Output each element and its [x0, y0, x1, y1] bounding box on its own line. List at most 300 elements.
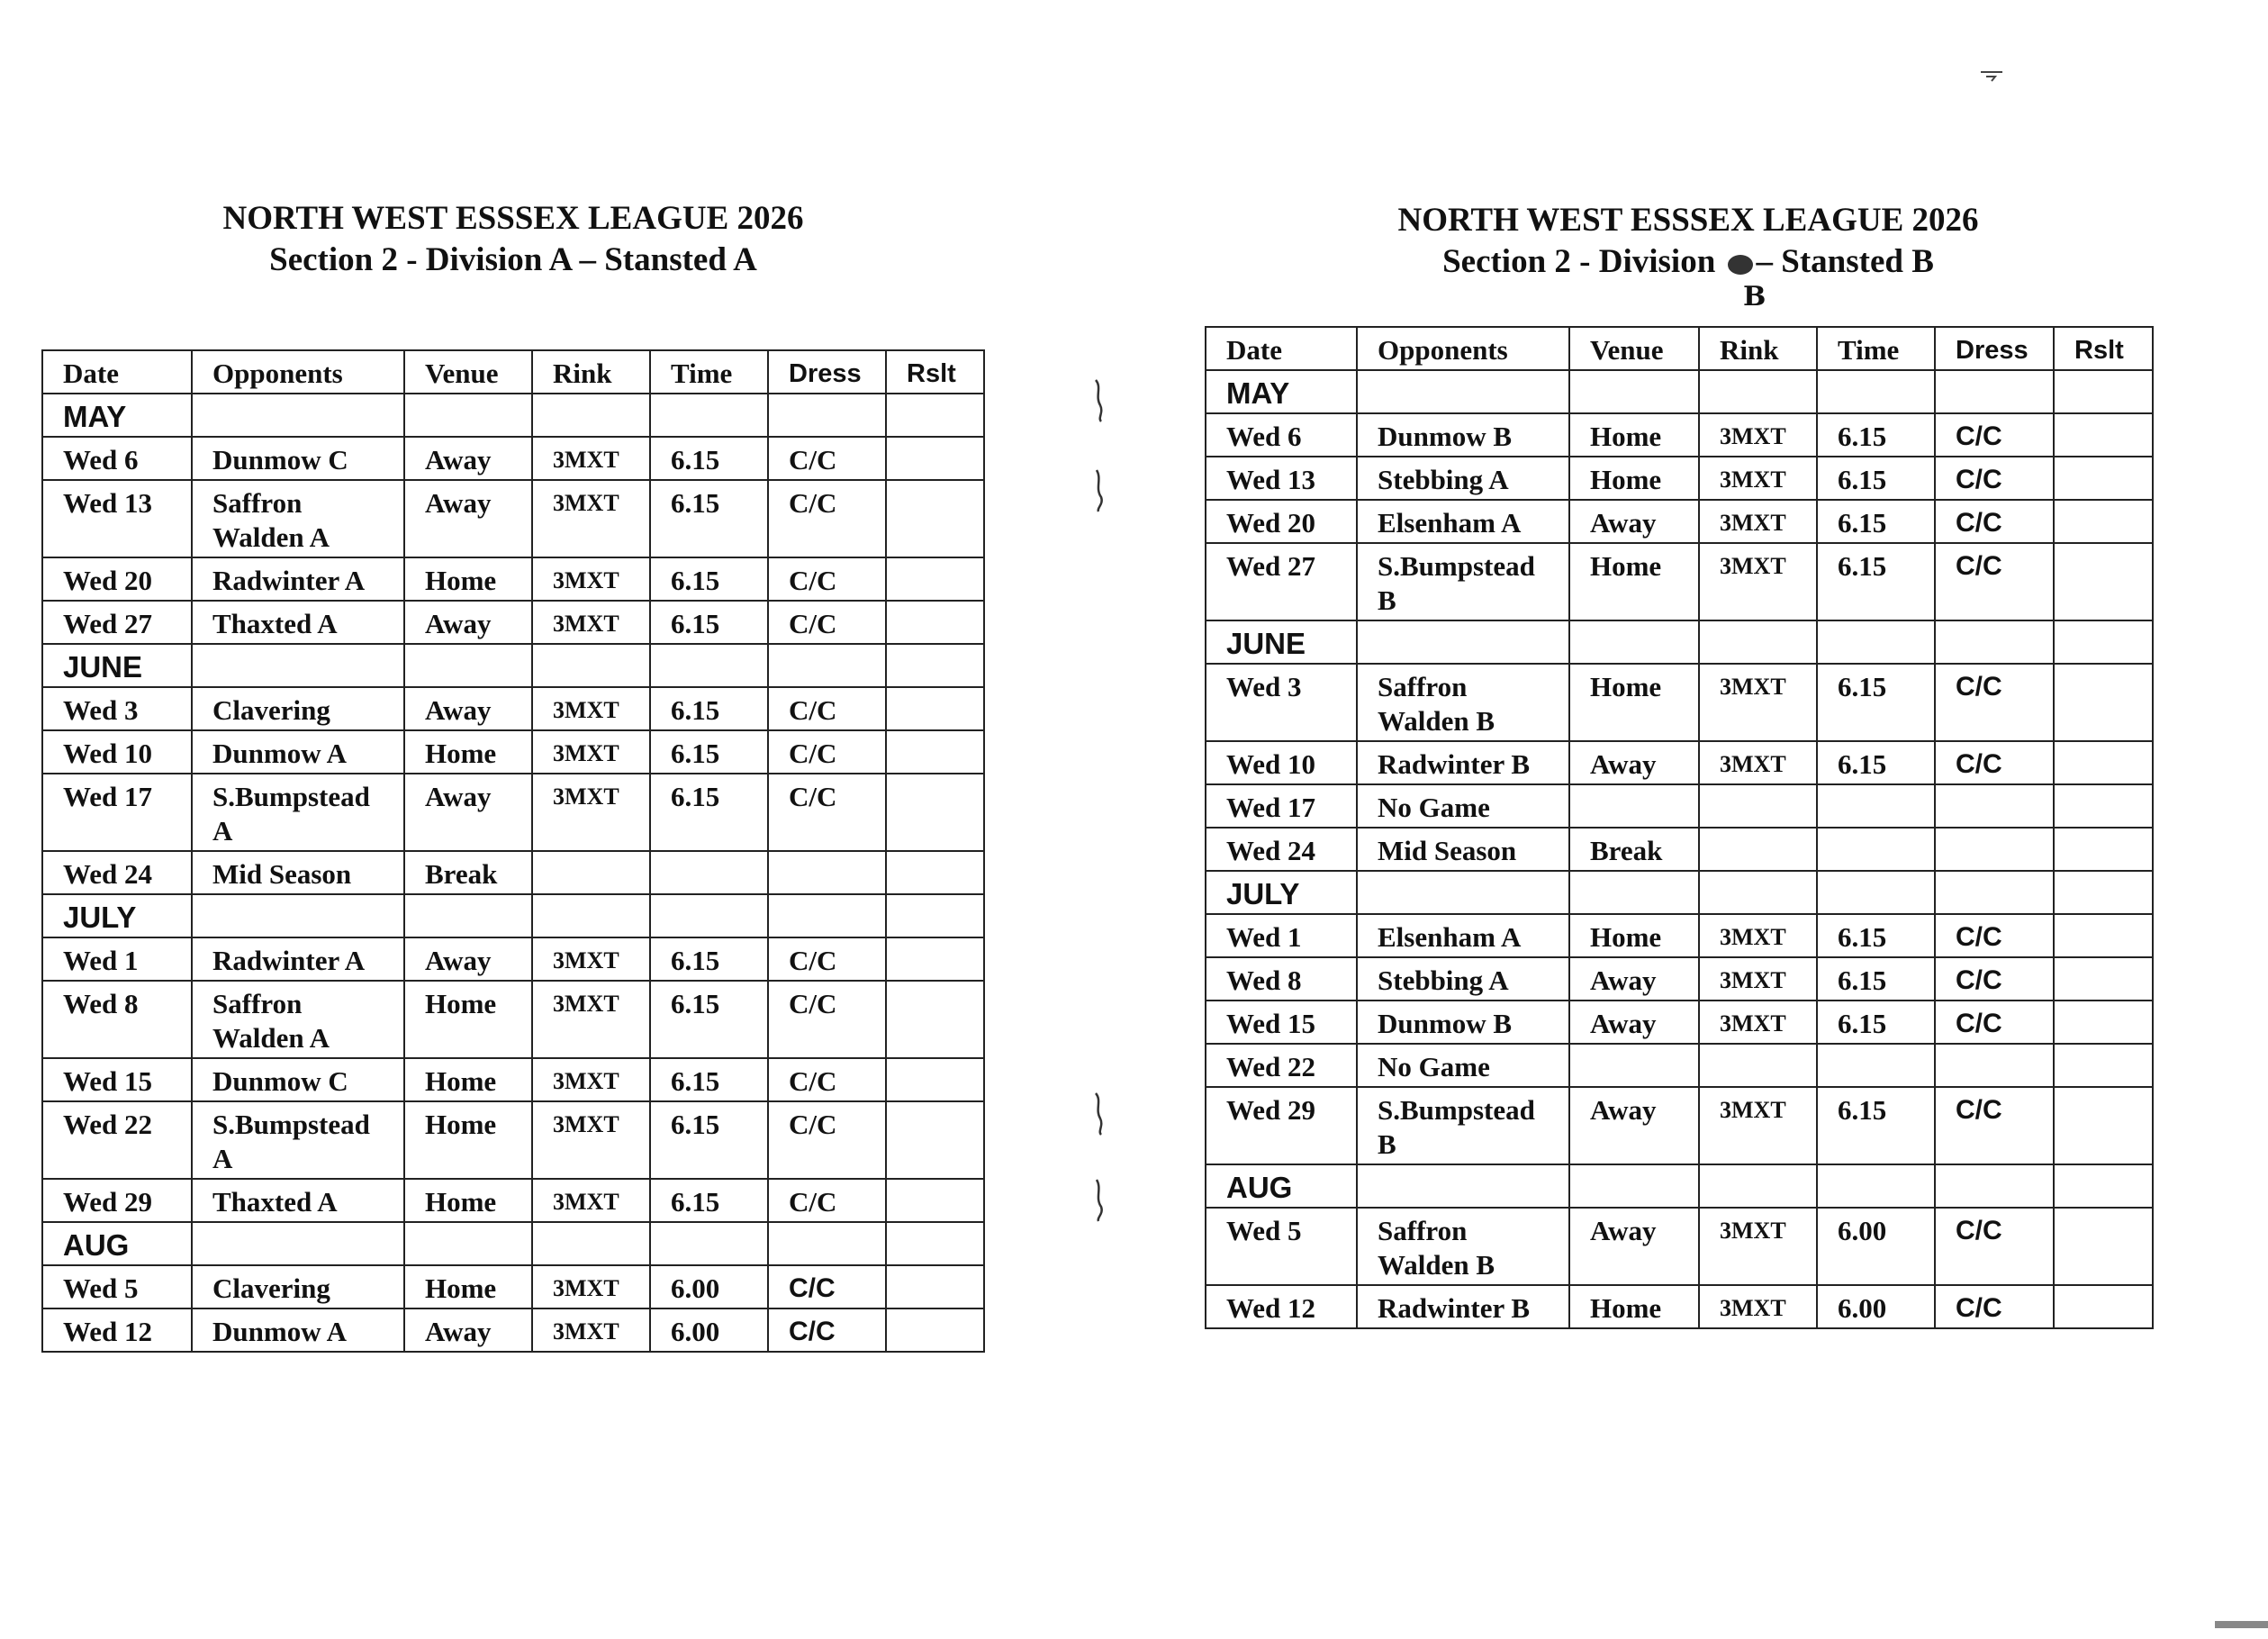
left-fixtures-table [41, 349, 985, 1353]
empty-cell [192, 394, 404, 437]
cell-date: Wed 10 [42, 730, 192, 774]
cell-opponent: Dunmow A [192, 730, 404, 774]
right-fixtures-table [1205, 326, 2154, 1329]
binder-mark-4 [1093, 1178, 1104, 1223]
empty-cell [1817, 871, 1935, 914]
fixture-row [42, 937, 984, 981]
cell-date: Wed 29 [1206, 1087, 1357, 1164]
cell-time: 6.15 [650, 1101, 768, 1179]
cell-rink: 3MXT [1699, 664, 1817, 741]
cell-time: 6.15 [650, 687, 768, 730]
cell-result [886, 937, 984, 981]
empty-cell [650, 394, 768, 437]
month-label: JUNE [1206, 620, 1357, 664]
col-header-opponents: Opponents [192, 350, 404, 394]
cell-dress: C/C [768, 1265, 886, 1308]
empty-cell [192, 1222, 404, 1265]
right-league-title: NORTH WEST ESSSEX LEAGUE 2026 [1397, 202, 1979, 239]
empty-cell [768, 1222, 886, 1265]
col-header-result: Rslt [2054, 327, 2153, 370]
empty-cell [886, 1222, 984, 1265]
cell-dress [768, 851, 886, 894]
cell-result [886, 774, 984, 851]
cell-opponent: Mid Season [1357, 828, 1569, 871]
cell-venue: Home [404, 1265, 532, 1308]
right-division-prefix: Section 2 - Division [1442, 243, 1716, 280]
cell-venue: Away [404, 480, 532, 557]
cell-opponent: Dunmow B [1357, 1001, 1569, 1044]
cell-date: Wed 13 [1206, 457, 1357, 500]
empty-cell [192, 894, 404, 937]
cell-dress: C/C [1935, 741, 2054, 784]
cell-venue [1569, 1044, 1699, 1087]
handwritten-division-correction: B [1743, 281, 1767, 312]
cell-result [2054, 741, 2153, 784]
cell-opponent: No Game [1357, 784, 1569, 828]
cell-date: Wed 5 [42, 1265, 192, 1308]
cell-result [2054, 914, 2153, 957]
cell-date: Wed 8 [1206, 957, 1357, 1001]
cell-result [886, 437, 984, 480]
fixture-row [1206, 1285, 2153, 1328]
empty-cell [886, 394, 984, 437]
fixture-row [1206, 1087, 2153, 1164]
fixture-row [42, 687, 984, 730]
fixture-row [1206, 1208, 2153, 1285]
col-header-rink: Rink [1699, 327, 1817, 370]
fixture-row [1206, 741, 2153, 784]
cell-date: Wed 5 [1206, 1208, 1357, 1285]
cell-rink [1699, 828, 1817, 871]
empty-cell [1357, 370, 1569, 413]
fixture-row [42, 851, 984, 894]
cell-opponent: Mid Season [192, 851, 404, 894]
cell-dress: C/C [1935, 1285, 2054, 1328]
fixture-row [42, 1265, 984, 1308]
fixture-row [1206, 664, 2153, 741]
cell-date: Wed 20 [42, 557, 192, 601]
cell-date: Wed 6 [42, 437, 192, 480]
cell-opponent: S.Bumpstead B [1357, 1087, 1569, 1164]
cell-result [2054, 413, 2153, 457]
fixture-row [1206, 457, 2153, 500]
cell-opponent: S.Bumpstead A [192, 1101, 404, 1179]
cell-dress: C/C [768, 981, 886, 1058]
left-header-row [42, 350, 984, 394]
fixture-row [1206, 914, 2153, 957]
cell-opponent: Dunmow A [192, 1308, 404, 1352]
cell-result [886, 981, 984, 1058]
cell-dress: C/C [768, 437, 886, 480]
fixture-row [1206, 500, 2153, 543]
cell-dress [1935, 828, 2054, 871]
cell-time: 6.00 [1817, 1208, 1935, 1285]
cell-venue: Away [404, 937, 532, 981]
col-header-date: Date [42, 350, 192, 394]
empty-cell [768, 394, 886, 437]
cell-result [886, 687, 984, 730]
empty-cell [2054, 871, 2153, 914]
cell-result [886, 601, 984, 644]
empty-cell [192, 644, 404, 687]
cell-opponent: Radwinter A [192, 937, 404, 981]
cell-dress: C/C [768, 601, 886, 644]
empty-cell [532, 1222, 650, 1265]
cell-rink: 3MXT [1699, 500, 1817, 543]
cell-dress: C/C [1935, 543, 2054, 620]
cell-venue: Break [1569, 828, 1699, 871]
empty-cell [404, 644, 532, 687]
cell-result [2054, 1044, 2153, 1087]
empty-cell [1935, 620, 2054, 664]
fixture-row [42, 437, 984, 480]
cell-venue: Home [404, 1101, 532, 1179]
empty-cell [650, 1222, 768, 1265]
col-header-date: Date [1206, 327, 1357, 370]
cell-date: Wed 24 [1206, 828, 1357, 871]
empty-cell [650, 644, 768, 687]
cell-rink: 3MXT [532, 557, 650, 601]
cell-date: Wed 17 [42, 774, 192, 851]
cell-venue: Home [1569, 914, 1699, 957]
cell-result [2054, 957, 2153, 1001]
empty-cell [886, 894, 984, 937]
cell-opponent: Elsenham A [1357, 500, 1569, 543]
right-header-row [1206, 327, 2153, 370]
cell-opponent: Dunmow B [1357, 413, 1569, 457]
cell-opponent: Clavering [192, 687, 404, 730]
empty-cell [1569, 871, 1699, 914]
fixture-row [1206, 413, 2153, 457]
cell-time: 6.15 [1817, 1001, 1935, 1044]
left-league-title: NORTH WEST ESSSEX LEAGUE 2026 [222, 200, 804, 237]
cell-time: 6.15 [1817, 664, 1935, 741]
cell-rink [1699, 1044, 1817, 1087]
cell-venue: Home [404, 1058, 532, 1101]
cell-venue [1569, 784, 1699, 828]
cell-result [2054, 1285, 2153, 1328]
empty-cell [2054, 370, 2153, 413]
cell-time: 6.15 [650, 774, 768, 851]
cell-result [886, 1179, 984, 1222]
cell-opponent: Thaxted A [192, 1179, 404, 1222]
cell-opponent: Saffron Walden A [192, 480, 404, 557]
cell-time: 6.15 [1817, 413, 1935, 457]
empty-cell [1935, 370, 2054, 413]
empty-cell [1699, 620, 1817, 664]
cell-rink: 3MXT [1699, 1001, 1817, 1044]
cell-venue: Away [404, 601, 532, 644]
cell-time: 6.15 [1817, 741, 1935, 784]
cell-dress: C/C [1935, 500, 2054, 543]
cell-dress: C/C [1935, 914, 2054, 957]
cell-date: Wed 10 [1206, 741, 1357, 784]
col-header-venue: Venue [404, 350, 532, 394]
cell-venue: Away [1569, 741, 1699, 784]
cell-date: Wed 22 [42, 1101, 192, 1179]
cell-venue: Away [1569, 1001, 1699, 1044]
cell-venue: Away [1569, 1087, 1699, 1164]
cell-result [2054, 828, 2153, 871]
fixture-row [42, 1101, 984, 1179]
empty-cell [2054, 620, 2153, 664]
empty-cell [650, 894, 768, 937]
binder-mark-2 [1093, 468, 1104, 513]
fixture-row [1206, 957, 2153, 1001]
cell-venue: Home [1569, 1285, 1699, 1328]
month-row [1206, 370, 2153, 413]
cell-venue: Home [404, 557, 532, 601]
cell-date: Wed 22 [1206, 1044, 1357, 1087]
empty-cell [1935, 871, 2054, 914]
month-label: JULY [1206, 871, 1357, 914]
cell-result [2054, 1001, 2153, 1044]
cell-dress: C/C [768, 730, 886, 774]
cell-date: Wed 15 [42, 1058, 192, 1101]
cell-opponent: Elsenham A [1357, 914, 1569, 957]
cell-dress: C/C [768, 774, 886, 851]
cell-result [2054, 500, 2153, 543]
cell-result [886, 1101, 984, 1179]
cell-dress: C/C [1935, 1208, 2054, 1285]
cell-time: 6.15 [1817, 457, 1935, 500]
cell-result [2054, 664, 2153, 741]
cell-date: Wed 1 [1206, 914, 1357, 957]
empty-cell [532, 894, 650, 937]
cell-dress [1935, 1044, 2054, 1087]
cell-opponent: No Game [1357, 1044, 1569, 1087]
cell-rink: 3MXT [532, 981, 650, 1058]
cell-venue: Home [404, 730, 532, 774]
cell-dress: C/C [1935, 413, 2054, 457]
cell-time [1817, 1044, 1935, 1087]
cell-opponent: S.Bumpstead A [192, 774, 404, 851]
cell-result [886, 480, 984, 557]
empty-cell [2054, 1164, 2153, 1208]
cell-dress: C/C [768, 1179, 886, 1222]
cell-time: 6.15 [650, 937, 768, 981]
cell-rink: 3MXT [532, 1101, 650, 1179]
cell-dress [1935, 784, 2054, 828]
cell-venue: Away [1569, 500, 1699, 543]
cell-opponent: Radwinter B [1357, 1285, 1569, 1328]
cell-date: Wed 27 [42, 601, 192, 644]
empty-cell [1817, 620, 1935, 664]
cell-result [2054, 457, 2153, 500]
crossed-out-division-letter [1728, 255, 1753, 275]
cell-opponent: Stebbing A [1357, 457, 1569, 500]
cell-result [886, 730, 984, 774]
fixture-row [42, 981, 984, 1058]
empty-cell [404, 394, 532, 437]
empty-cell [1699, 1164, 1817, 1208]
month-row [1206, 871, 2153, 914]
cell-opponent: Dunmow C [192, 1058, 404, 1101]
cell-time: 6.15 [650, 557, 768, 601]
empty-cell [1357, 620, 1569, 664]
empty-cell [768, 894, 886, 937]
fixture-row [42, 1179, 984, 1222]
cell-dress: C/C [768, 480, 886, 557]
month-label: JUNE [42, 644, 192, 687]
cell-venue: Away [404, 774, 532, 851]
empty-cell [404, 1222, 532, 1265]
cell-result [886, 851, 984, 894]
cell-venue: Home [404, 981, 532, 1058]
empty-cell [1699, 871, 1817, 914]
month-label: AUG [1206, 1164, 1357, 1208]
fixture-row [1206, 1044, 2153, 1087]
cell-date: Wed 3 [1206, 664, 1357, 741]
cell-date: Wed 24 [42, 851, 192, 894]
col-header-dress: Dress [768, 350, 886, 394]
cell-result [2054, 1087, 2153, 1164]
cell-result [2054, 543, 2153, 620]
col-header-venue: Venue [1569, 327, 1699, 370]
fixture-row [42, 557, 984, 601]
cell-dress: C/C [768, 1058, 886, 1101]
cell-dress: C/C [768, 557, 886, 601]
cell-date: Wed 12 [1206, 1285, 1357, 1328]
cell-rink: 3MXT [1699, 1208, 1817, 1285]
fixture-row [42, 774, 984, 851]
binder-mark-1 [1093, 378, 1104, 423]
cell-venue: Break [404, 851, 532, 894]
empty-cell [404, 894, 532, 937]
cell-rink: 3MXT [532, 1265, 650, 1308]
cell-rink: 3MXT [1699, 413, 1817, 457]
cell-time: 6.15 [650, 601, 768, 644]
empty-cell [1817, 1164, 1935, 1208]
cell-dress: C/C [768, 1101, 886, 1179]
cell-date: Wed 29 [42, 1179, 192, 1222]
cell-time: 6.15 [650, 1179, 768, 1222]
cell-venue: Away [404, 1308, 532, 1352]
cell-rink: 3MXT [532, 601, 650, 644]
cell-result [886, 1308, 984, 1352]
empty-cell [532, 644, 650, 687]
cell-rink: 3MXT [1699, 543, 1817, 620]
cell-time: 6.00 [650, 1308, 768, 1352]
cell-date: Wed 17 [1206, 784, 1357, 828]
cell-venue: Away [404, 687, 532, 730]
corner-scribble-mark [1979, 68, 2006, 83]
empty-cell [886, 644, 984, 687]
cell-rink: 3MXT [532, 437, 650, 480]
month-label: MAY [1206, 370, 1357, 413]
cell-time: 6.15 [1817, 500, 1935, 543]
cell-rink: 3MXT [1699, 1087, 1817, 1164]
fixture-row [1206, 784, 2153, 828]
cell-time [650, 851, 768, 894]
cell-rink: 3MXT [1699, 1285, 1817, 1328]
month-label: AUG [42, 1222, 192, 1265]
month-row [42, 894, 984, 937]
cell-dress: C/C [1935, 664, 2054, 741]
fixture-row [42, 1308, 984, 1352]
month-row [42, 1222, 984, 1265]
cell-venue: Away [1569, 957, 1699, 1001]
cell-opponent: Radwinter A [192, 557, 404, 601]
cell-rink: 3MXT [532, 687, 650, 730]
cell-venue: Away [1569, 1208, 1699, 1285]
cell-time: 6.15 [650, 437, 768, 480]
cell-dress: C/C [1935, 1087, 2054, 1164]
cell-venue: Home [1569, 457, 1699, 500]
cell-time: 6.15 [650, 1058, 768, 1101]
cell-time: 6.15 [650, 981, 768, 1058]
month-row [42, 394, 984, 437]
empty-cell [1935, 1164, 2054, 1208]
empty-cell [1569, 1164, 1699, 1208]
left-title-block [81, 198, 945, 281]
cell-opponent: Stebbing A [1357, 957, 1569, 1001]
cell-time: 6.15 [650, 730, 768, 774]
right-division-title [1261, 241, 2116, 283]
right-division-suffix: – Stansted B [1756, 243, 1934, 280]
cell-time: 6.00 [650, 1265, 768, 1308]
cell-date: Wed 3 [42, 687, 192, 730]
col-header-result: Rslt [886, 350, 984, 394]
empty-cell [768, 644, 886, 687]
cell-result [2054, 1208, 2153, 1285]
cell-venue: Home [1569, 664, 1699, 741]
cell-opponent: S.Bumpstead B [1357, 543, 1569, 620]
cell-date: Wed 8 [42, 981, 192, 1058]
cell-rink: 3MXT [1699, 914, 1817, 957]
cell-opponent: Thaxted A [192, 601, 404, 644]
month-row [42, 644, 984, 687]
cell-opponent: Dunmow C [192, 437, 404, 480]
cell-rink: 3MXT [532, 1179, 650, 1222]
cell-time: 6.15 [1817, 957, 1935, 1001]
cell-rink: 3MXT [532, 480, 650, 557]
cell-time: 6.15 [1817, 914, 1935, 957]
cell-venue: Home [404, 1179, 532, 1222]
fixture-row [42, 601, 984, 644]
cell-result [886, 1058, 984, 1101]
empty-cell [1357, 1164, 1569, 1208]
cell-result [886, 557, 984, 601]
col-header-time: Time [1817, 327, 1935, 370]
cell-dress: C/C [1935, 1001, 2054, 1044]
fixture-row [42, 480, 984, 557]
empty-cell [1569, 620, 1699, 664]
cell-date: Wed 27 [1206, 543, 1357, 620]
cell-date: Wed 20 [1206, 500, 1357, 543]
cell-dress: C/C [768, 937, 886, 981]
cell-venue: Home [1569, 413, 1699, 457]
cell-time [1817, 828, 1935, 871]
binder-mark-3 [1093, 1091, 1104, 1136]
cell-rink: 3MXT [532, 774, 650, 851]
cell-opponent: Saffron Walden B [1357, 664, 1569, 741]
col-header-time: Time [650, 350, 768, 394]
fixture-row [42, 730, 984, 774]
cell-dress: C/C [768, 1308, 886, 1352]
fixture-row [1206, 1001, 2153, 1044]
empty-cell [1357, 871, 1569, 914]
month-row [1206, 620, 2153, 664]
fixture-row [42, 1058, 984, 1101]
cell-rink [1699, 784, 1817, 828]
fixture-row [1206, 543, 2153, 620]
cell-venue: Home [1569, 543, 1699, 620]
empty-cell [1817, 370, 1935, 413]
empty-cell [1699, 370, 1817, 413]
cell-time: 6.00 [1817, 1285, 1935, 1328]
cell-dress: C/C [768, 687, 886, 730]
